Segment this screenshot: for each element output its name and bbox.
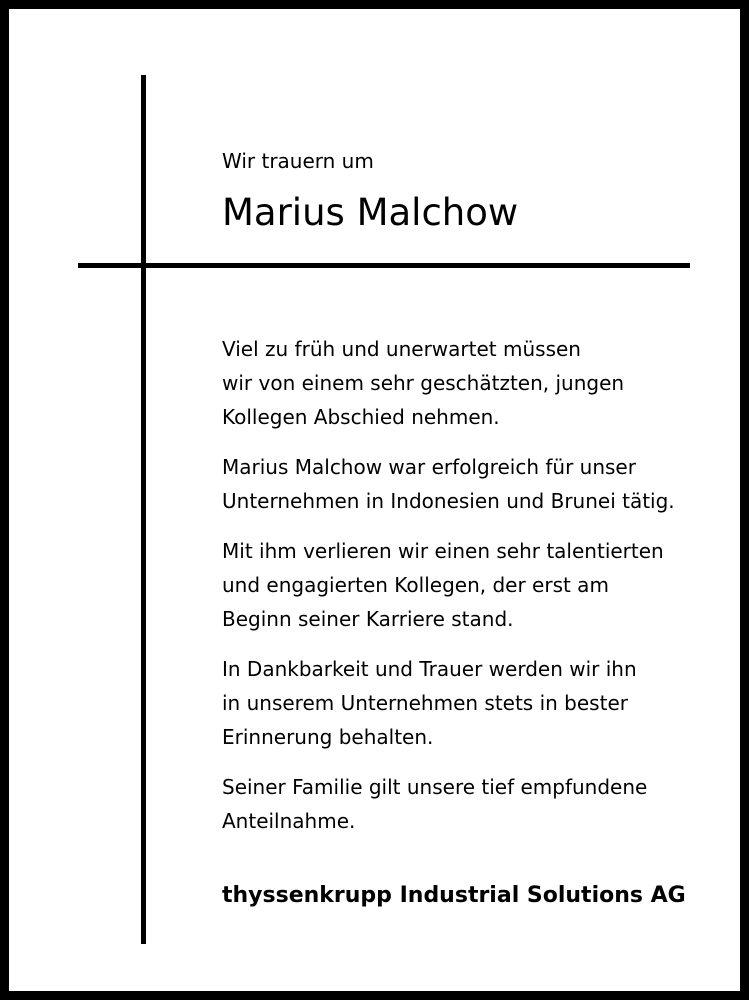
paragraph: Viel zu früh und unerwartet müssen wir von einem sehr geschätzten, jungen Kollegen Abschied nehmen. (222, 337, 625, 429)
intro-text: Wir trauern um (222, 149, 374, 173)
cross-vertical-bar (141, 75, 146, 944)
deceased-name: Marius Malchow (222, 191, 519, 234)
paragraph: In Dankbarkeit und Trauer werden wir ihn in unserem Unternehmen stets in bester Erinnerung behalten. (222, 657, 637, 749)
paragraph: Mit ihm verlieren wir einen sehr talentierten und engagierten Kollegen, der erst am Beginn seiner Karriere stand. (222, 539, 664, 631)
paragraph: Seiner Familie gilt unsere tief empfundene Anteilnahme. (222, 775, 648, 833)
obituary-body (222, 332, 722, 854)
signature-company: thyssenkrupp Industrial Solutions AG (222, 883, 686, 908)
paragraph: Marius Malchow war erfolgreich für unser Unternehmen in Indonesien und Brunei tätig. (222, 455, 675, 513)
cross-horizontal-bar (78, 263, 690, 268)
